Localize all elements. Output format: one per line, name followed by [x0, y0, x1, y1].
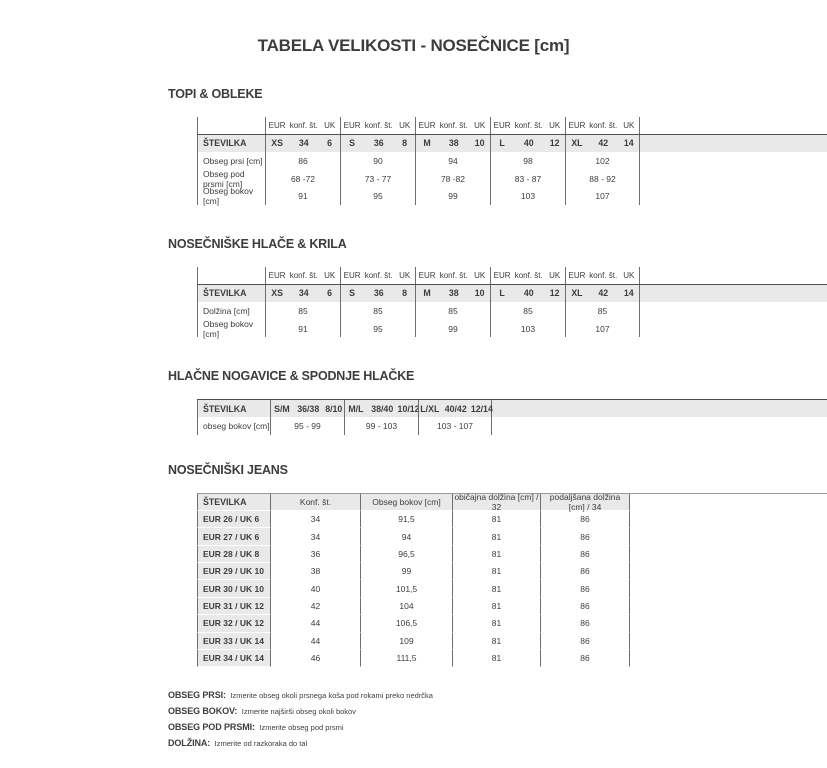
- header-group-cell: [565, 267, 640, 284]
- measurement-cell: [415, 187, 490, 205]
- column-header: konf. št.: [514, 270, 543, 280]
- section-pants-skirts: [0, 237, 827, 337]
- size-value: L: [499, 288, 505, 299]
- measurement-value: 81: [452, 511, 540, 528]
- footnote-term: OBSEG POD PRSMI:: [168, 722, 255, 733]
- measurement-cell: [490, 187, 565, 205]
- row-label: EUR 26 / UK 6: [197, 511, 270, 528]
- measurement-value: 73 - 77: [364, 173, 392, 184]
- measurement-value: 83 - 87: [514, 173, 542, 184]
- measurement-value: 81: [452, 633, 540, 650]
- header-group-cell: [265, 267, 340, 284]
- measurement-value: 86: [540, 633, 630, 650]
- measurement-value: 107: [595, 323, 610, 334]
- table-row: [197, 580, 827, 597]
- section-tops-dresses: [0, 87, 827, 205]
- column-header: ŠTEVILKA: [197, 494, 270, 511]
- footnote-text: Izmerite najširši obseg okoli bokov: [241, 707, 356, 717]
- column-header: EUR: [268, 270, 286, 280]
- header-group-cell: [340, 117, 415, 134]
- column-header: EUR: [568, 270, 586, 280]
- size-value: 14: [623, 138, 634, 149]
- row-label: Dolžina [cm]: [197, 302, 265, 320]
- column-header: konf. št.: [364, 270, 393, 280]
- footnote-text: Izmerite obseg okoli prsnega koša pod rokami preko nedrčka: [230, 691, 433, 701]
- column-header: konf. št.: [514, 120, 543, 130]
- measurement-cell: [415, 320, 490, 338]
- footnote-text: Izmerite od razkoraka do tal: [214, 739, 308, 749]
- header-group-cell: [265, 117, 340, 134]
- measurement-value: 85: [373, 305, 383, 316]
- table-header-row: [197, 117, 827, 135]
- measurement-value: 78 -82: [440, 173, 466, 184]
- size-value: 10: [474, 288, 485, 299]
- row-label: ŠTEVILKA: [197, 135, 265, 153]
- size-value: 34: [298, 288, 309, 299]
- measurement-value: 81: [452, 598, 540, 615]
- column-header: EUR: [268, 120, 286, 130]
- measurement-cell: [340, 152, 415, 170]
- measurement-cell: [415, 170, 490, 188]
- size-group-cell: [565, 135, 640, 153]
- size-value: 38/40: [371, 403, 394, 414]
- measurement-cell: [565, 170, 640, 188]
- column-header: konf. št.: [289, 270, 318, 280]
- size-group-cell: [270, 400, 344, 417]
- footnote-term: OBSEG PRSI:: [168, 690, 226, 701]
- measurement-value: 85: [523, 305, 533, 316]
- measurement-cell: [344, 417, 418, 435]
- size-value: S: [349, 138, 356, 149]
- row-label: EUR 29 / UK 10: [197, 563, 270, 580]
- measurement-value: 40: [270, 580, 360, 597]
- table-row: [197, 650, 827, 667]
- size-table-tops: [197, 117, 827, 205]
- section-heading-tights: HLAČNE NOGAVICE & SPODNJE HLAČKE: [168, 369, 415, 384]
- measurement-value: 107: [595, 191, 610, 202]
- measurement-cell: [565, 152, 640, 170]
- size-group-cell: [265, 135, 340, 153]
- measurement-cell: [565, 302, 640, 320]
- size-value: 40: [523, 288, 534, 299]
- size-value: 38: [448, 288, 459, 299]
- measurement-value: 86: [540, 580, 630, 597]
- size-value: 8: [402, 138, 408, 149]
- size-value: 34: [298, 138, 309, 149]
- measurement-value: 88 - 92: [589, 173, 616, 184]
- measurement-value: 81: [452, 563, 540, 580]
- table-row: [197, 633, 827, 650]
- column-header: EUR: [568, 120, 586, 130]
- measurement-value: 98: [523, 155, 533, 166]
- jeans-size-table: [197, 493, 827, 668]
- measurement-value: 42: [270, 598, 360, 615]
- size-group-cell: [265, 285, 340, 303]
- measurement-value: 104: [360, 598, 452, 615]
- measurement-value: 86: [298, 155, 308, 166]
- row-label: EUR 28 / UK 8: [197, 546, 270, 563]
- measurement-value: 81: [452, 546, 540, 563]
- measurement-value: 95: [373, 323, 383, 334]
- size-group-cell: [565, 285, 640, 303]
- column-header: UK: [474, 270, 486, 280]
- column-header: UK: [549, 120, 561, 130]
- measurement-value: 102: [595, 155, 610, 166]
- measurement-cell: [265, 187, 340, 205]
- measurement-value: 34: [270, 528, 360, 545]
- grouped-size-table: [197, 267, 827, 337]
- row-label: ŠTEVILKA: [197, 285, 265, 303]
- size-value: 6: [327, 288, 333, 299]
- footnote-text: Izmerite obseg pod prsmi: [259, 723, 344, 733]
- size-value: 40/42: [444, 403, 467, 414]
- measurement-value: 94: [360, 528, 452, 545]
- column-header: UK: [399, 270, 411, 280]
- row-label: EUR 27 / UK 6: [197, 528, 270, 545]
- measurement-value: 95: [373, 191, 383, 202]
- measurement-cell: [265, 320, 340, 338]
- measurement-value: 111,5: [360, 650, 452, 667]
- column-header: EUR: [343, 120, 361, 130]
- measurement-value: 36: [270, 546, 360, 563]
- size-value: M: [423, 288, 431, 299]
- column-header: EUR: [493, 270, 511, 280]
- header-label-cell: [197, 117, 265, 134]
- row-label: obseg bokov [cm]: [197, 417, 270, 435]
- measurement-value: 44: [270, 615, 360, 632]
- column-header: UK: [399, 120, 411, 130]
- footnote-line: [168, 737, 827, 749]
- measurement-value: 101,5: [360, 580, 452, 597]
- size-value: 10/12: [397, 403, 420, 414]
- measurement-value: 34: [270, 511, 360, 528]
- column-header: konf. št.: [439, 120, 468, 130]
- column-header: Konf. št.: [270, 494, 360, 511]
- size-group-cell: [490, 135, 565, 153]
- measurement-value: 86: [540, 598, 630, 615]
- size-table-jeans: [197, 493, 827, 668]
- row-label: Obseg pod prsmi [cm]: [197, 170, 265, 188]
- size-value: XL: [571, 138, 583, 149]
- column-header: Obseg bokov [cm]: [360, 494, 452, 511]
- measurement-value: 99 - 103: [365, 420, 398, 431]
- size-value: M: [423, 138, 431, 149]
- size-value: 36: [373, 138, 384, 149]
- size-value: XS: [271, 288, 283, 299]
- header-group-cell: [490, 267, 565, 284]
- measurement-cell: [340, 170, 415, 188]
- measurement-value: 86: [540, 615, 630, 632]
- measurement-value: 103 - 107: [437, 420, 473, 431]
- measurement-cell: [490, 170, 565, 188]
- measurement-value: 99: [448, 191, 458, 202]
- size-value: S/M: [274, 403, 290, 414]
- measurement-value: 85: [448, 305, 458, 316]
- measurement-cell: [490, 302, 565, 320]
- measurement-value: 86: [540, 511, 630, 528]
- measurement-value: 103: [520, 191, 536, 202]
- column-header: UK: [474, 120, 486, 130]
- size-value: M/L: [348, 403, 364, 414]
- row-label: EUR 31 / UK 12: [197, 598, 270, 615]
- table-row: [197, 302, 827, 320]
- footnote-line: [168, 689, 827, 701]
- size-row: [197, 135, 827, 153]
- table-row: [197, 598, 827, 615]
- size-table-tights: [197, 399, 827, 434]
- measurement-cell: [265, 302, 340, 320]
- table-row: [197, 615, 827, 632]
- section-heading-pants: NOSEČNIŠKE HLAČE & KRILA: [168, 236, 347, 251]
- measurement-value: 86: [540, 563, 630, 580]
- header-group-cell: [340, 267, 415, 284]
- column-header: UK: [623, 120, 635, 130]
- size-value: 42: [598, 138, 609, 149]
- column-header: konf. št.: [589, 270, 618, 280]
- row-label: ŠTEVILKA: [197, 400, 270, 417]
- measurement-cell: [265, 152, 340, 170]
- size-value: 10: [474, 138, 485, 149]
- measurement-cell: [340, 302, 415, 320]
- row-label: EUR 30 / UK 10: [197, 580, 270, 597]
- measurement-value: 46: [270, 650, 360, 667]
- measurement-value: 94: [448, 155, 458, 166]
- column-header: UK: [623, 270, 635, 280]
- measurement-cell: [340, 320, 415, 338]
- measurement-cell: [418, 417, 492, 435]
- row-label: Obseg bokov [cm]: [197, 320, 265, 338]
- measurement-cell: [565, 320, 640, 338]
- size-value: 12: [549, 288, 560, 299]
- column-header: UK: [549, 270, 561, 280]
- footnote-line: [168, 721, 827, 733]
- size-value: 42: [598, 288, 609, 299]
- column-header: UK: [324, 270, 336, 280]
- size-row: [197, 399, 827, 417]
- measurement-value: 85: [597, 305, 608, 316]
- measurement-value: 38: [270, 563, 360, 580]
- size-group-cell: [415, 285, 490, 303]
- size-group-cell: [340, 135, 415, 153]
- measurement-value: 81: [452, 650, 540, 667]
- measurement-value: 44: [270, 633, 360, 650]
- size-group-cell: [340, 285, 415, 303]
- footnote-term: OBSEG BOKOV:: [168, 706, 238, 717]
- row-label: EUR 32 / UK 12: [197, 615, 270, 632]
- measurement-value: 91: [298, 191, 308, 202]
- measurement-value: 91,5: [360, 511, 452, 528]
- size-table-pants: [197, 267, 827, 337]
- column-header: EUR: [343, 270, 361, 280]
- table-header-row: [197, 267, 827, 285]
- header-label-cell: [197, 267, 265, 284]
- table-row: [197, 170, 827, 188]
- grouped-size-table: [197, 399, 827, 434]
- column-header: podaljšana dolžina [cm] / 34: [540, 494, 630, 511]
- size-value: 8: [402, 288, 408, 299]
- column-header: EUR: [493, 120, 511, 130]
- table-row: [197, 417, 827, 435]
- measurement-value: 90: [373, 155, 383, 166]
- size-value: 36: [373, 288, 384, 299]
- section-heading-tops: TOPI & OBLEKE: [168, 87, 263, 101]
- size-value: 36/38: [297, 403, 320, 414]
- table-header-row: [197, 491, 827, 512]
- column-header: EUR: [418, 270, 436, 280]
- measurement-cell: [490, 152, 565, 170]
- measurement-cell: [270, 417, 344, 435]
- row-label: EUR 33 / UK 14: [197, 633, 270, 650]
- measurement-value: 91: [298, 323, 308, 334]
- measurement-value: 81: [452, 615, 540, 632]
- measurement-value: 96,5: [360, 546, 452, 563]
- size-value: 6: [327, 138, 333, 149]
- measurement-cell: [415, 302, 490, 320]
- measurement-value: 99: [448, 323, 458, 334]
- row-label: Obseg prsi [cm]: [197, 152, 265, 170]
- measurement-value: 103: [520, 323, 536, 334]
- grouped-size-table: [197, 117, 827, 205]
- footnote-line: [168, 705, 827, 717]
- size-group-cell: [344, 400, 418, 417]
- table-row: [197, 320, 827, 338]
- page-title: TABELA VELIKOSTI - NOSEČNICE [cm]: [257, 36, 570, 55]
- column-header: EUR: [418, 120, 436, 130]
- size-value: L: [499, 138, 505, 149]
- measurement-cell: [415, 152, 490, 170]
- column-header: običajna dolžina [cm] / 32: [452, 494, 540, 511]
- measurement-value: 95 - 99: [294, 420, 321, 431]
- table-row: [197, 152, 827, 170]
- measurement-value: 86: [540, 650, 630, 667]
- measurement-value: 99: [360, 563, 452, 580]
- size-value: XL: [571, 288, 583, 299]
- measurement-cell: [340, 187, 415, 205]
- section-jeans: [0, 463, 827, 668]
- size-row: [197, 285, 827, 303]
- measurement-cell: [265, 170, 340, 188]
- size-value: 14: [623, 288, 634, 299]
- column-header: konf. št.: [439, 270, 468, 280]
- row-label: EUR 34 / UK 14: [197, 650, 270, 667]
- size-value: 12/14: [470, 403, 493, 414]
- measurement-cell: [565, 187, 640, 205]
- header-group-cell: [490, 117, 565, 134]
- size-value: 8/10: [325, 403, 343, 414]
- measurement-value: 106,5: [360, 615, 452, 632]
- size-value: S: [349, 288, 356, 299]
- measurement-value: 85: [298, 305, 308, 316]
- column-header: UK: [324, 120, 336, 130]
- table-row: [197, 563, 827, 580]
- size-value: 12: [549, 138, 560, 149]
- column-header: konf. št.: [589, 120, 618, 130]
- row-label: Obseg bokov [cm]: [197, 187, 265, 205]
- measurement-value: 109: [360, 633, 452, 650]
- measurement-value: 86: [540, 528, 630, 545]
- size-group-cell: [415, 135, 490, 153]
- measurement-value: 81: [452, 528, 540, 545]
- measurement-cell: [490, 320, 565, 338]
- column-header: konf. št.: [364, 120, 393, 130]
- table-row: [197, 528, 827, 545]
- column-header: konf. št.: [289, 120, 318, 130]
- table-row: [197, 546, 827, 563]
- header-group-cell: [415, 117, 490, 134]
- size-value: 40: [523, 138, 534, 149]
- measurement-notes: [168, 689, 827, 749]
- header-group-cell: [565, 117, 640, 134]
- size-value: XS: [271, 138, 283, 149]
- size-value: L/XL: [420, 403, 440, 414]
- table-row: [197, 511, 827, 528]
- size-group-cell: [418, 400, 492, 417]
- measurement-value: 68 -72: [290, 173, 316, 184]
- header-group-cell: [415, 267, 490, 284]
- measurement-value: 86: [540, 546, 630, 563]
- measurement-value: 81: [452, 580, 540, 597]
- section-tights-underwear: [0, 369, 827, 434]
- footnote-term: DOLŽINA:: [168, 738, 211, 749]
- section-heading-jeans: NOSEČNIŠKI JEANS: [168, 462, 288, 477]
- table-row: [197, 187, 827, 205]
- size-value: 38: [448, 138, 459, 149]
- size-group-cell: [490, 285, 565, 303]
